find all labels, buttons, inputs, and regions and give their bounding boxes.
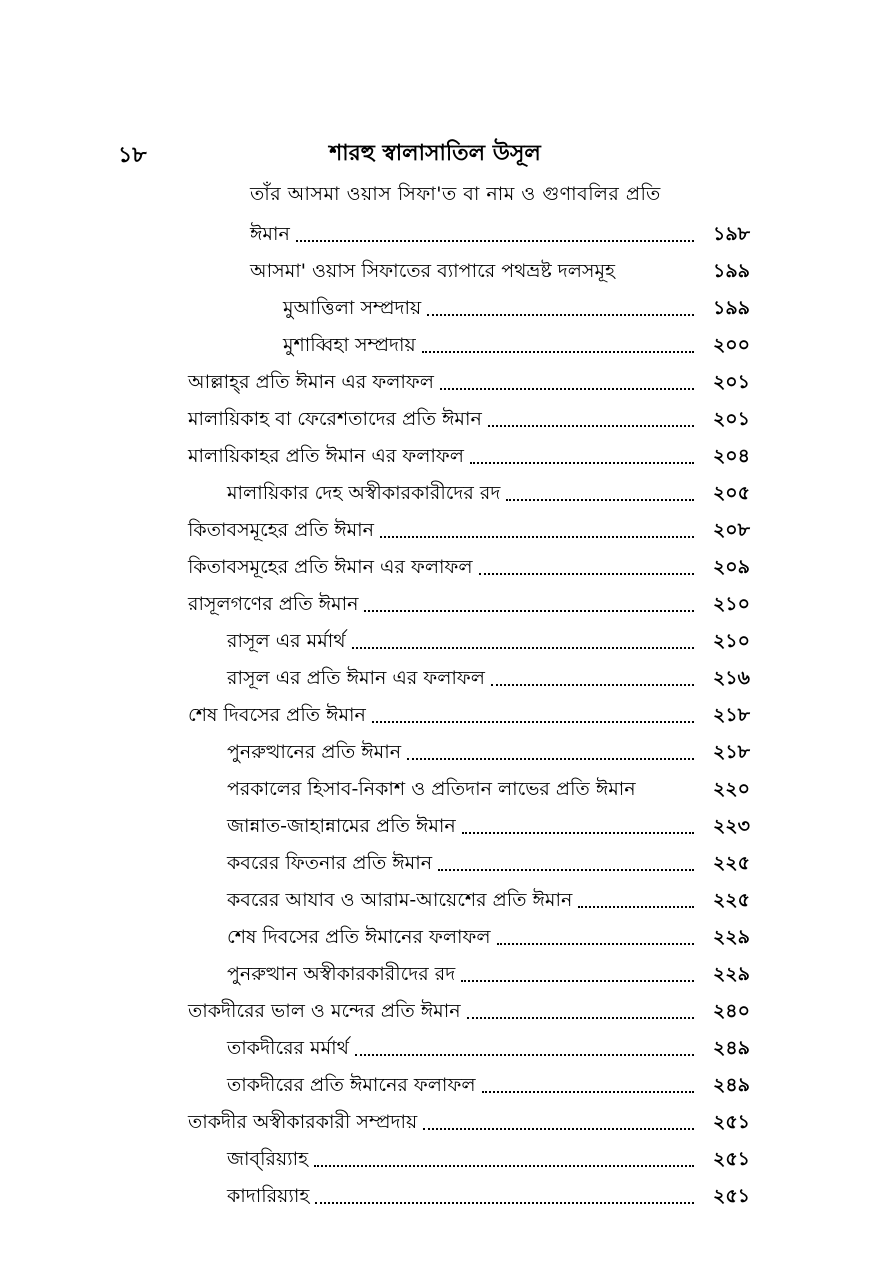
dot-leader bbox=[461, 979, 694, 982]
page-number: ১৮ bbox=[118, 143, 147, 168]
toc-entry bbox=[188, 699, 750, 731]
toc-entry-title: কিতাবসমূহের প্রতি ঈমান bbox=[188, 519, 374, 541]
toc-entry-page: ২১০ bbox=[712, 630, 750, 652]
toc-entry-title: কিতাবসমূহের প্রতি ঈমান এর ফলাফল bbox=[188, 556, 473, 578]
toc-entry-page: ২০০ bbox=[712, 334, 750, 356]
toc-entry bbox=[227, 958, 750, 990]
dot-leader bbox=[355, 1053, 694, 1056]
toc-entry bbox=[227, 477, 750, 509]
dot-leader bbox=[364, 609, 694, 612]
toc-entry-title: রাসূল এর প্রতি ঈমান এর ফলাফল bbox=[227, 667, 485, 689]
toc-entry-page: ১৯৮ bbox=[713, 223, 750, 245]
dot-leader bbox=[462, 831, 694, 834]
toc-entry-title: শেষ দিবসের প্রতি ঈমানের ফলাফল bbox=[227, 926, 491, 948]
dot-leader bbox=[315, 1201, 694, 1204]
toc-entry bbox=[227, 736, 750, 768]
toc-entry-title: রাসূল এর মর্মার্থ bbox=[227, 630, 346, 652]
toc-entry-page: ২০১ bbox=[712, 408, 750, 430]
toc-entry bbox=[227, 847, 750, 879]
toc-entry bbox=[283, 329, 750, 361]
toc-entry-page: ২০৪ bbox=[712, 445, 750, 467]
toc-entry-page: ২০৫ bbox=[712, 482, 750, 504]
dot-leader bbox=[407, 757, 694, 760]
dot-leader bbox=[438, 868, 694, 871]
toc-entry-page: ২১০ bbox=[712, 593, 750, 615]
toc-entry-title: ঈমান bbox=[250, 223, 290, 245]
toc-entry-page: ২১৮ bbox=[712, 741, 750, 763]
toc-entry bbox=[188, 440, 750, 472]
dot-leader bbox=[423, 1127, 694, 1130]
toc-entry-title: কবরের ফিতনার প্রতি ঈমান bbox=[227, 852, 433, 874]
toc-entry-title: জাব্‌রিয়্যাহ bbox=[227, 1148, 309, 1170]
toc-entry bbox=[188, 403, 750, 435]
toc-entry bbox=[283, 292, 750, 324]
toc-entry-page: ২২০ bbox=[712, 778, 750, 800]
toc-entry-title: কবরের আযাব ও আরাম-আয়েশের প্রতি ঈমান bbox=[227, 889, 573, 911]
dot-leader bbox=[621, 277, 694, 278]
toc-entry-title: শেষ দিবসের প্রতি ঈমান bbox=[188, 704, 366, 726]
toc-entry-page: ২১৬ bbox=[712, 667, 750, 689]
toc-entry bbox=[250, 255, 750, 287]
toc-entry-title: মালায়িকার দেহ অস্বীকারকারীদের রদ bbox=[227, 482, 501, 504]
toc-entry bbox=[227, 1143, 750, 1175]
dot-leader bbox=[427, 313, 694, 316]
toc-entry-page: ২৪৯ bbox=[712, 1074, 750, 1096]
toc-entry bbox=[188, 995, 750, 1027]
toc-entry-page: ২২৫ bbox=[712, 889, 750, 911]
toc-entry-title: রাসূলগণের প্রতি ঈমান bbox=[188, 593, 359, 615]
running-title: শারহু স্বালাসাতিল উসূল bbox=[329, 141, 541, 166]
dot-leader bbox=[497, 942, 694, 945]
toc-entry-page: ২০৮ bbox=[712, 519, 750, 541]
toc-entry-title: তাকদীরের মর্মার্থ bbox=[227, 1037, 349, 1059]
dot-leader bbox=[642, 795, 694, 796]
toc-entry bbox=[227, 884, 750, 916]
dot-leader bbox=[352, 646, 694, 649]
toc-entry-page: ২৪০ bbox=[712, 1000, 750, 1022]
dot-leader bbox=[488, 424, 694, 427]
toc-entry bbox=[227, 1180, 750, 1212]
toc-entry bbox=[227, 810, 750, 842]
dot-leader bbox=[296, 239, 694, 242]
toc-entry-line1: তাঁর আসমা ওয়াস সিফা'ত বা নাম ও গুণাবলির প্রতি bbox=[250, 183, 661, 205]
toc-entry-title: মালায়িকাহর প্রতি ঈমান এর ফলাফল bbox=[188, 445, 464, 467]
toc-entry bbox=[188, 514, 750, 546]
toc-entry bbox=[188, 588, 750, 620]
toc-entry-page: ২৫১ bbox=[712, 1111, 750, 1133]
toc-entry-title: কাদারিয়্যাহ bbox=[227, 1185, 310, 1207]
toc-entry bbox=[250, 218, 750, 250]
dot-leader bbox=[467, 1016, 694, 1019]
toc-entry-page: ১৯৯ bbox=[713, 297, 750, 319]
toc-entry-page: ২০১ bbox=[712, 371, 750, 393]
toc-entry bbox=[227, 1032, 750, 1064]
toc-entry bbox=[188, 551, 750, 583]
toc-entry-title: জান্নাত-জাহান্নামের প্রতি ঈমান bbox=[227, 815, 456, 837]
dot-leader bbox=[470, 461, 694, 464]
toc-entry-page: ১৯৯ bbox=[713, 260, 750, 282]
toc-entry-page: ২৫১ bbox=[712, 1185, 750, 1207]
toc-entry-title: আল্লাহ্‌র প্রতি ঈমান এর ফলাফল bbox=[188, 371, 434, 393]
toc-entry-title: তাকদীরের প্রতি ঈমানের ফলাফল bbox=[227, 1074, 476, 1096]
toc-entry-title: পুনরুত্থান অস্বীকারকারীদের রদ bbox=[227, 963, 456, 985]
toc-entry-page: ২২৯ bbox=[712, 926, 750, 948]
dot-leader bbox=[578, 905, 694, 908]
toc-entry-title: পরকালের হিসাব-নিকাশ ও প্রতিদান লাভের প্রতি ঈমান bbox=[227, 778, 636, 800]
toc-entry-title: মালায়িকাহ বা ফেরেশতাদের প্রতি ঈমান bbox=[188, 408, 482, 430]
toc-entry-title: তাকদীর অস্বীকারকারী সম্প্রদায় bbox=[188, 1111, 418, 1133]
toc-entry-title: পুনরুত্থানের প্রতি ঈমান bbox=[227, 741, 402, 763]
toc-entry bbox=[227, 1069, 750, 1101]
dot-leader bbox=[479, 572, 694, 575]
toc-entry bbox=[227, 625, 750, 657]
dot-leader bbox=[372, 720, 694, 723]
toc-entry-title: মুশাব্বিহা সম্প্রদায় bbox=[283, 334, 416, 356]
toc-entry bbox=[188, 366, 750, 398]
toc-entry-page: ২০৯ bbox=[712, 556, 750, 578]
toc-entry-title: তাকদীরের ভাল ও মন্দের প্রতি ঈমান bbox=[188, 1000, 461, 1022]
toc-entry-page: ২২৩ bbox=[712, 815, 750, 837]
toc-entry bbox=[227, 662, 750, 694]
dot-leader bbox=[440, 387, 694, 390]
dot-leader bbox=[380, 535, 694, 538]
toc-entry bbox=[227, 773, 750, 805]
dot-leader bbox=[422, 350, 694, 353]
toc-entry-page: ২৪৯ bbox=[712, 1037, 750, 1059]
toc-entry-title: মুআত্তিলা সম্প্রদায় bbox=[283, 297, 422, 319]
dot-leader bbox=[314, 1164, 694, 1167]
toc-entry-page: ২২৫ bbox=[712, 852, 750, 874]
dot-leader bbox=[506, 498, 694, 501]
toc-entry-title: আসমা' ওয়াস সিফাতের ব্যাপারে পথভ্রষ্ট দলসমূহ bbox=[250, 260, 616, 282]
dot-leader bbox=[491, 683, 694, 686]
toc-entry bbox=[188, 1106, 750, 1138]
dot-leader bbox=[482, 1090, 695, 1093]
toc-entry bbox=[227, 921, 750, 953]
toc-entry-page: ২১৮ bbox=[712, 704, 750, 726]
toc-entry-page: ২২৯ bbox=[712, 963, 750, 985]
toc-entry-page: ২৫১ bbox=[712, 1148, 750, 1170]
